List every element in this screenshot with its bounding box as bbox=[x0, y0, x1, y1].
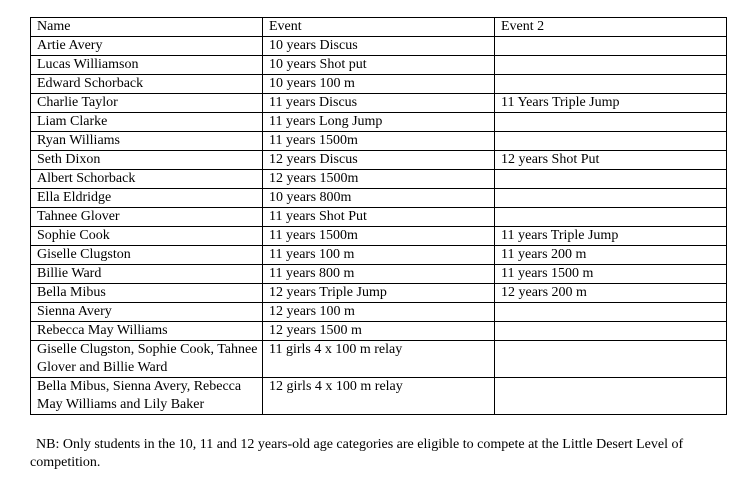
event-cell: 12 years 100 m bbox=[263, 303, 495, 322]
name-cell: Seth Dixon bbox=[31, 151, 263, 170]
table-row bbox=[31, 75, 727, 94]
event-cell: 11 years Discus bbox=[263, 94, 495, 113]
event-cell: 12 girls 4 x 100 m relay bbox=[263, 378, 495, 415]
event-cell: 11 years Shot Put bbox=[263, 208, 495, 227]
event-cell: 11 years 1500m bbox=[263, 132, 495, 151]
events-table bbox=[30, 17, 727, 415]
name-cell: Ryan Williams bbox=[31, 132, 263, 151]
name-cell: Lucas Williamson bbox=[31, 56, 263, 75]
table-row bbox=[31, 284, 727, 303]
table-body bbox=[31, 37, 727, 415]
event-2-cell: 11 years 1500 m bbox=[495, 265, 727, 284]
table-row bbox=[31, 227, 727, 246]
event-2-cell: 12 years 200 m bbox=[495, 284, 727, 303]
table-row bbox=[31, 170, 727, 189]
name-cell: Albert Schorback bbox=[31, 170, 263, 189]
name-cell: Bella Mibus, Sienna Avery, Rebecca May Williams and Lily Baker bbox=[31, 378, 263, 415]
table-row bbox=[31, 246, 727, 265]
header-event: Event bbox=[263, 18, 495, 37]
table-row bbox=[31, 303, 727, 322]
event-2-cell: 11 Years Triple Jump bbox=[495, 94, 727, 113]
table-row bbox=[31, 265, 727, 284]
table-row bbox=[31, 341, 727, 378]
table-row bbox=[31, 208, 727, 227]
name-cell: Liam Clarke bbox=[31, 113, 263, 132]
event-2-cell bbox=[495, 303, 727, 322]
table-row bbox=[31, 56, 727, 75]
name-cell: Tahnee Glover bbox=[31, 208, 263, 227]
event-cell: 12 years 1500m bbox=[263, 170, 495, 189]
name-cell: Bella Mibus bbox=[31, 284, 263, 303]
event-cell: 10 years Shot put bbox=[263, 56, 495, 75]
table-row bbox=[31, 113, 727, 132]
event-2-cell bbox=[495, 378, 727, 415]
table-row bbox=[31, 322, 727, 341]
event-cell: 12 years 1500 m bbox=[263, 322, 495, 341]
event-cell: 10 years 100 m bbox=[263, 75, 495, 94]
event-2-cell: 12 years Shot Put bbox=[495, 151, 727, 170]
table-row bbox=[31, 151, 727, 170]
name-cell: Sophie Cook bbox=[31, 227, 263, 246]
event-cell: 10 years Discus bbox=[263, 37, 495, 56]
table-row bbox=[31, 132, 727, 151]
event-2-cell bbox=[495, 37, 727, 56]
header-name: Name bbox=[31, 18, 263, 37]
event-cell: 11 girls 4 x 100 m relay bbox=[263, 341, 495, 378]
event-2-cell bbox=[495, 208, 727, 227]
event-cell: 12 years Discus bbox=[263, 151, 495, 170]
eligibility-note: NB: Only students in the 10, 11 and 12 years-old age categories are eligible to compete at the Little Desert Level of competition. bbox=[30, 437, 684, 470]
table-row bbox=[31, 37, 727, 56]
event-2-cell bbox=[495, 189, 727, 208]
event-cell: 10 years 800m bbox=[263, 189, 495, 208]
table-row bbox=[31, 378, 727, 415]
header-row bbox=[31, 18, 727, 37]
name-cell: Edward Schorback bbox=[31, 75, 263, 94]
event-cell: 11 years 100 m bbox=[263, 246, 495, 265]
name-cell: Rebecca May Williams bbox=[31, 322, 263, 341]
name-cell: Ella Eldridge bbox=[31, 189, 263, 208]
event-2-cell bbox=[495, 341, 727, 378]
name-cell: Charlie Taylor bbox=[31, 94, 263, 113]
event-2-cell bbox=[495, 56, 727, 75]
event-2-cell bbox=[495, 75, 727, 94]
event-cell: 11 years 1500m bbox=[263, 227, 495, 246]
event-cell: 11 years 800 m bbox=[263, 265, 495, 284]
event-cell: 11 years Long Jump bbox=[263, 113, 495, 132]
table-row bbox=[31, 94, 727, 113]
event-2-cell bbox=[495, 132, 727, 151]
event-2-cell bbox=[495, 322, 727, 341]
event-cell: 12 years Triple Jump bbox=[263, 284, 495, 303]
event-2-cell: 11 years 200 m bbox=[495, 246, 727, 265]
event-2-cell: 11 years Triple Jump bbox=[495, 227, 727, 246]
name-cell: Artie Avery bbox=[31, 37, 263, 56]
name-cell: Giselle Clugston, Sophie Cook, Tahnee Glover and Billie Ward bbox=[31, 341, 263, 378]
event-2-cell bbox=[495, 113, 727, 132]
table-row bbox=[31, 189, 727, 208]
name-cell: Billie Ward bbox=[31, 265, 263, 284]
event-2-cell bbox=[495, 170, 727, 189]
name-cell: Giselle Clugston bbox=[31, 246, 263, 265]
name-cell: Sienna Avery bbox=[31, 303, 263, 322]
header-event-2: Event 2 bbox=[495, 18, 727, 37]
